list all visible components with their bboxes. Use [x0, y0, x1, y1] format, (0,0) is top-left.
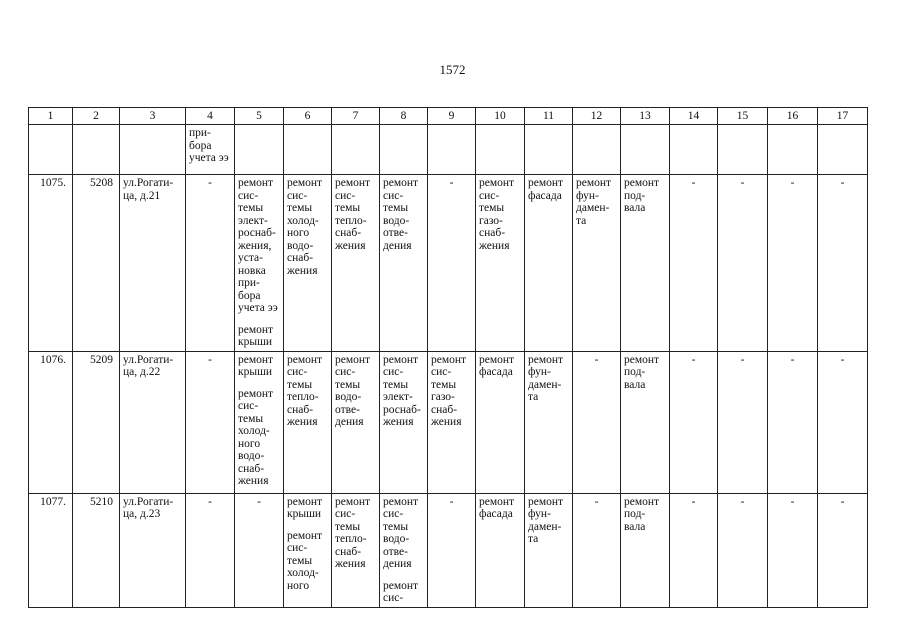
work-item	[238, 496, 280, 509]
cell-line: элект-	[383, 391, 413, 403]
cell-line: крыши	[238, 366, 273, 378]
cell-line: крыши	[238, 336, 273, 348]
cell-line: водо-	[238, 450, 265, 462]
work-item	[624, 354, 666, 392]
address-cell	[120, 175, 186, 352]
cell-line: темы	[287, 554, 313, 567]
column-number: 16	[768, 108, 818, 125]
cell-line: ремонт	[287, 495, 323, 508]
column-number: 3	[120, 108, 186, 125]
work-item	[721, 177, 764, 190]
cell-line: роснаб-	[238, 227, 276, 239]
table-cell	[73, 125, 120, 175]
cell-line: сис-	[383, 189, 404, 202]
cell-line: ул.Рогати-	[123, 353, 174, 366]
cell-line: жения	[431, 416, 462, 428]
cell-line: вала	[624, 378, 646, 391]
cell-line: ремонт	[287, 353, 323, 366]
cell-line: дения	[335, 416, 364, 428]
work-item	[238, 354, 280, 379]
table-cell	[235, 125, 284, 175]
empty-cell	[670, 175, 718, 352]
cell-line: ного	[238, 437, 261, 450]
cell-line: ремонт	[287, 529, 323, 542]
empty-cell	[818, 351, 868, 493]
column-number: 7	[332, 108, 380, 125]
work-item	[528, 354, 569, 404]
table-cell	[428, 125, 476, 175]
cell-line: тепло-	[335, 533, 367, 545]
cell-line: -	[691, 353, 696, 366]
cell-line: холод-	[238, 425, 270, 437]
cell-line: ремонт	[479, 353, 515, 366]
work-cell	[621, 175, 670, 352]
column-number: 2	[73, 108, 120, 125]
cell-line: снаб-	[287, 403, 314, 416]
cell-line: сис-	[287, 366, 308, 378]
empty-cell	[670, 493, 718, 607]
column-number: 5	[235, 108, 284, 125]
table-cell	[818, 125, 868, 175]
column-number: 17	[818, 108, 868, 125]
table-cell	[284, 125, 332, 175]
table-cell	[29, 125, 73, 175]
work-item	[479, 177, 521, 252]
cell-line: сис-	[287, 542, 308, 554]
cell-line: ного	[287, 579, 310, 592]
address-cell	[120, 493, 186, 607]
column-number: 6	[284, 108, 332, 125]
empty-cell	[428, 493, 476, 607]
work-gap	[238, 315, 280, 324]
cell-line: сис-	[287, 189, 308, 202]
cell-line: жения	[335, 239, 366, 252]
work-item	[673, 496, 714, 509]
cell-line: водо-	[383, 533, 410, 545]
cell-line: ремонт	[576, 177, 612, 189]
cell-line: под-	[624, 508, 646, 520]
cell-line: отве-	[383, 545, 408, 558]
cell-line: бора	[189, 139, 212, 152]
work-cell	[284, 175, 332, 352]
column-number: 14	[670, 108, 718, 125]
work-item	[576, 496, 617, 509]
cell-line: ремонт	[624, 353, 660, 366]
cell-line: вала	[624, 520, 646, 533]
cell-line: снаб-	[479, 227, 506, 239]
work-item	[528, 496, 569, 546]
cell-line: бора	[238, 289, 261, 302]
cell-line: жения	[287, 416, 318, 428]
cell-line: фасада	[479, 366, 513, 378]
cell-line: жения,	[238, 239, 272, 252]
cell-line: -	[790, 177, 795, 189]
cell-line: -	[740, 177, 745, 189]
cell-line: уста-	[238, 252, 263, 264]
work-item	[189, 354, 231, 367]
cell-line: ремонт	[479, 177, 515, 189]
work-item	[576, 354, 617, 367]
column-number: 1	[29, 108, 73, 125]
empty-cell	[573, 351, 621, 493]
work-cell	[332, 493, 380, 607]
work-cell	[525, 493, 573, 607]
cell-line: темы	[335, 202, 361, 214]
table-cell	[186, 125, 235, 175]
table-cell	[573, 125, 621, 175]
work-item	[383, 496, 424, 571]
work-item	[383, 354, 424, 429]
work-item	[238, 177, 280, 315]
work-item	[189, 496, 231, 509]
cell-line: та	[576, 214, 587, 227]
cell-line: та	[528, 533, 539, 545]
work-item	[431, 354, 472, 429]
cell-line: дения	[383, 239, 412, 252]
house-code: 5210	[73, 493, 120, 607]
column-number: 15	[718, 108, 768, 125]
work-cell	[476, 351, 525, 493]
work-item	[479, 496, 521, 521]
cell-line: ца, д.22	[123, 366, 161, 378]
cell-line: -	[790, 353, 795, 366]
cell-line: фун-	[576, 189, 599, 202]
table-cell	[332, 125, 380, 175]
cell-line: темы	[383, 520, 409, 533]
cell-line: ремонт	[335, 177, 371, 189]
cell-line: ремонт	[528, 353, 564, 366]
cell-line: сис-	[383, 592, 404, 604]
cell-line: фасада	[479, 508, 513, 520]
cell-line: дамен-	[528, 378, 562, 391]
continuation-row	[29, 125, 868, 175]
cell-line: -	[790, 495, 795, 508]
cell-line: новка	[238, 264, 266, 277]
work-cell	[235, 175, 284, 352]
table-row	[29, 175, 868, 352]
cell-line: фасада	[528, 189, 562, 202]
cell-line: фун-	[528, 366, 551, 378]
work-item	[721, 496, 764, 509]
cell-line: под-	[624, 366, 646, 378]
cell-line: дамен-	[576, 202, 610, 214]
cell-line: ремонт	[528, 495, 564, 508]
work-gap	[287, 521, 328, 530]
header-row	[29, 108, 868, 125]
work-gap	[383, 571, 424, 580]
work-cell	[284, 493, 332, 607]
cell-line: сис-	[335, 366, 356, 378]
column-number: 4	[186, 108, 235, 125]
cell-line: ремонт	[624, 177, 660, 189]
empty-cell	[186, 351, 235, 493]
cell-line: темы	[238, 412, 264, 425]
cell-line: тепло-	[335, 214, 367, 227]
column-number: 8	[380, 108, 428, 125]
cell-line: -	[208, 353, 212, 366]
work-cell	[525, 351, 573, 493]
work-item	[576, 177, 617, 227]
cell-line: фун-	[528, 508, 551, 520]
empty-cell	[818, 175, 868, 352]
cell-line: ремонт	[238, 387, 274, 400]
cell-line: крыши	[287, 508, 322, 520]
work-item	[624, 177, 666, 215]
cell-line: ремонт	[238, 177, 274, 189]
cell-line: темы	[335, 520, 361, 533]
cell-line: под-	[624, 189, 646, 202]
cell-line: сис-	[479, 189, 500, 202]
column-number: 13	[621, 108, 670, 125]
cell-line: сис-	[238, 189, 259, 202]
column-number: 11	[525, 108, 573, 125]
work-item	[821, 496, 864, 509]
table-cell	[718, 125, 768, 175]
cell-line: водо-	[287, 239, 314, 252]
work-item	[287, 496, 328, 521]
cell-line: -	[594, 495, 599, 508]
cell-line: газо-	[479, 214, 503, 227]
cell-line: отве-	[335, 403, 360, 416]
work-item	[771, 354, 814, 367]
cell-line: при-	[238, 277, 260, 289]
cell-line: темы	[383, 202, 409, 214]
cell-line: вала	[624, 202, 646, 214]
empty-cell	[573, 493, 621, 607]
cell-line: ремонт	[238, 353, 274, 366]
work-cell	[380, 175, 428, 352]
cell-line: жения	[383, 416, 414, 428]
work-item	[673, 354, 714, 367]
cell-line: снаб-	[335, 545, 362, 558]
work-cell	[235, 351, 284, 493]
cell-line: -	[691, 177, 696, 189]
cell-line: темы	[287, 202, 313, 214]
cell-line: снаб-	[287, 252, 314, 264]
work-item	[771, 177, 814, 190]
cell-line: ремонт	[238, 323, 274, 336]
work-item	[383, 177, 424, 252]
cell-line: при-	[189, 127, 211, 139]
cell-line: сис-	[335, 508, 356, 520]
cell-line: -	[594, 353, 599, 366]
work-item	[771, 496, 814, 509]
cell-line: темы	[287, 378, 313, 391]
empty-cell	[718, 175, 768, 352]
cell-line: ремонт	[383, 495, 419, 508]
work-item	[383, 580, 424, 605]
cell-line: сис-	[383, 508, 404, 520]
table-cell	[525, 125, 573, 175]
work-cell	[525, 175, 573, 352]
cell-line: ца, д.23	[123, 508, 161, 520]
empty-cell	[186, 493, 235, 607]
cell-line: снаб-	[238, 462, 265, 475]
work-cell	[332, 175, 380, 352]
cell-line: снаб-	[335, 227, 362, 239]
cell-line: ремонт	[431, 353, 467, 366]
cell-line: жения	[287, 264, 318, 277]
cell-line: элект-	[238, 214, 268, 227]
cell-line: жения	[479, 239, 510, 252]
cell-line: та	[528, 391, 539, 403]
work-item	[238, 324, 280, 349]
column-number: 9	[428, 108, 476, 125]
work-item	[431, 496, 472, 509]
house-code: 5208	[73, 175, 120, 352]
cell-line: сис-	[238, 400, 259, 412]
work-cell	[621, 351, 670, 493]
page-number: 1572	[439, 62, 466, 77]
cell-line: роснаб-	[383, 403, 421, 416]
work-item	[335, 177, 376, 252]
cell-line: ул.Рогати-	[123, 495, 174, 508]
work-item	[431, 177, 472, 190]
cell-line: снаб-	[431, 403, 458, 416]
work-item	[528, 177, 569, 202]
cell-line: -	[740, 495, 745, 508]
empty-cell	[818, 493, 868, 607]
work-gap	[238, 379, 280, 388]
cell-line: сис-	[431, 366, 452, 378]
cell-line: сис-	[335, 189, 356, 202]
empty-cell	[235, 493, 284, 607]
cell-line: -	[449, 177, 454, 189]
cell-line: -	[740, 353, 745, 366]
cell-line: холод-	[287, 567, 319, 579]
work-item	[189, 177, 231, 190]
cell-line: -	[208, 177, 212, 189]
work-item	[821, 354, 864, 367]
table-row	[29, 351, 868, 493]
cell-line: тепло-	[287, 391, 319, 403]
works-table	[28, 107, 868, 608]
column-number: 12	[573, 108, 621, 125]
row-number: 1077.	[29, 493, 73, 607]
cell-line: ремонт	[624, 495, 660, 508]
cell-line: темы	[335, 378, 361, 391]
work-cell	[284, 351, 332, 493]
cell-line: газо-	[431, 391, 455, 403]
cell-line: ремонт	[335, 353, 371, 366]
cell-line: ремонт	[479, 495, 515, 508]
cell-line: дамен-	[528, 520, 562, 533]
table-row	[29, 493, 868, 607]
cell-line: ул.Рогати-	[123, 177, 174, 189]
work-item	[287, 177, 328, 277]
cell-line: -	[257, 495, 261, 508]
table-cell	[380, 125, 428, 175]
table-cell	[768, 125, 818, 175]
work-item	[624, 496, 666, 534]
address-cell	[120, 351, 186, 493]
cell-line: -	[208, 495, 212, 508]
work-cell	[621, 493, 670, 607]
empty-cell	[768, 493, 818, 607]
empty-cell	[768, 175, 818, 352]
empty-cell	[718, 351, 768, 493]
empty-cell	[768, 351, 818, 493]
cell-line: ремонт	[528, 177, 564, 189]
cell-line: темы	[479, 202, 505, 214]
work-item	[673, 177, 714, 190]
cell-line: ного	[287, 227, 310, 239]
work-cell	[476, 175, 525, 352]
work-cell	[476, 493, 525, 607]
work-item	[287, 530, 328, 593]
work-cell	[573, 175, 621, 352]
cell-line: водо-	[335, 391, 362, 403]
table-cell	[621, 125, 670, 175]
cell-line: темы	[238, 202, 264, 214]
empty-cell	[186, 175, 235, 352]
row-number: 1076.	[29, 351, 73, 493]
cell-line: ца, д.21	[123, 189, 161, 202]
cell-line: водо-	[383, 214, 410, 227]
cell-line: учета ээ	[238, 302, 278, 314]
work-item	[287, 354, 328, 429]
cell-line: ремонт	[383, 177, 419, 189]
cell-line: -	[449, 495, 454, 508]
house-code: 5209	[73, 351, 120, 493]
cell-line: ремонт	[383, 353, 419, 366]
work-item	[721, 354, 764, 367]
cell-line: ремонт	[383, 579, 419, 592]
cell-line: ремонт	[287, 177, 323, 189]
cell-line: темы	[383, 378, 409, 391]
work-item	[238, 388, 280, 488]
cell-line: -	[691, 495, 696, 508]
cell-line: дения	[383, 558, 412, 570]
work-cell	[428, 351, 476, 493]
work-item	[335, 354, 376, 429]
cell-line: темы	[431, 378, 457, 391]
empty-cell	[718, 493, 768, 607]
cell-line: отве-	[383, 227, 408, 239]
cell-line: -	[840, 353, 845, 366]
cell-line: учета ээ	[189, 152, 229, 164]
cell-line: холод-	[287, 214, 319, 227]
cell-line: -	[840, 495, 845, 508]
work-cell	[380, 493, 428, 607]
table-cell	[120, 125, 186, 175]
work-item	[479, 354, 521, 379]
work-cell	[332, 351, 380, 493]
work-cell	[380, 351, 428, 493]
empty-cell	[428, 175, 476, 352]
column-number: 10	[476, 108, 525, 125]
cell-line: жения	[335, 558, 366, 570]
cell-line: сис-	[383, 366, 404, 378]
cell-line: -	[840, 177, 845, 189]
row-number: 1075.	[29, 175, 73, 352]
empty-cell	[670, 351, 718, 493]
cell-line: жения	[238, 475, 269, 487]
table-cell	[670, 125, 718, 175]
work-item	[821, 177, 864, 190]
table-cell	[476, 125, 525, 175]
work-item	[335, 496, 376, 571]
cell-line: ремонт	[335, 495, 371, 508]
